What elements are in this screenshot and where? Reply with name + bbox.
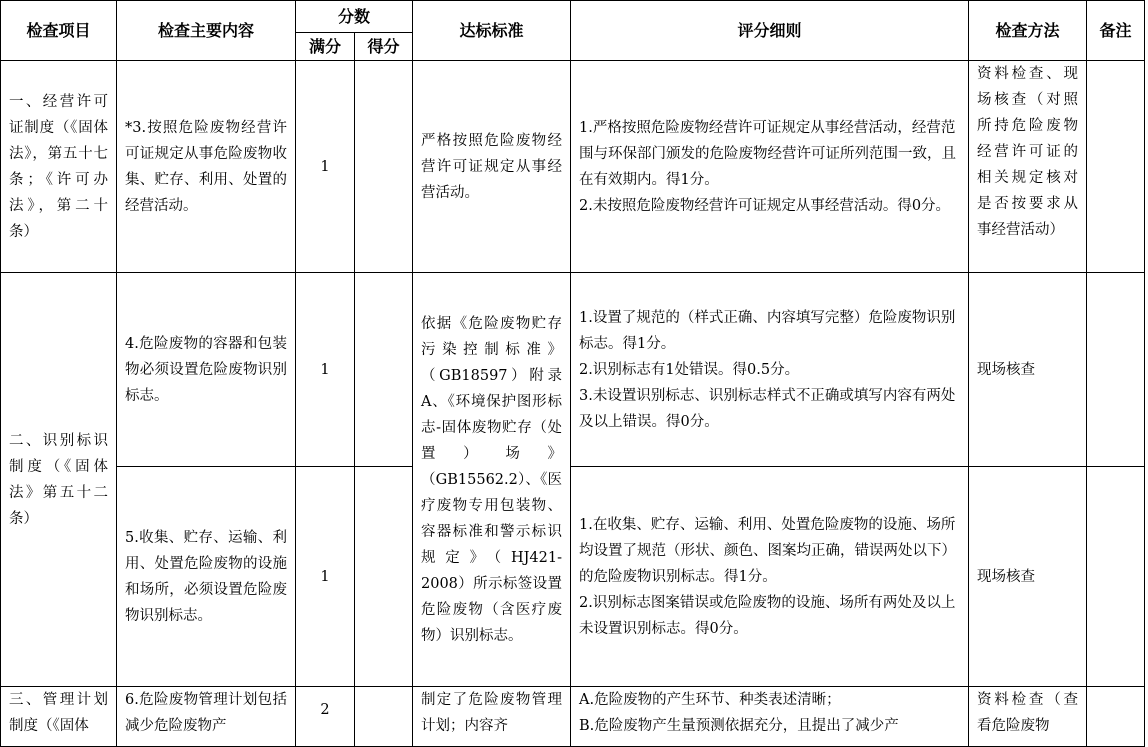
row2b-detail-2: 2.识别标志图案错误或危险废物的设施、场所有两处及以上未设置识别标志。得0分。 — [579, 594, 956, 637]
row2a-detail — [571, 273, 969, 467]
row1-note — [1087, 61, 1145, 273]
row3-note — [1087, 687, 1145, 747]
row1-detail-1: 1.严格按照危险废物经营许可证规定从事经营活动，经营范围与环保部门颁发的危险废物经营许可证所列范围一致，且在有效期内。得1分。 — [579, 119, 956, 188]
row2a-content: 4.危险废物的容器和包装物必须设置危险废物识别标志。 — [117, 273, 296, 467]
row2a-got-score — [355, 273, 413, 467]
row2b-detail-1: 1.在收集、贮存、运输、利用、处置危险废物的设施、场所均设置了规范（形状、颜色、图案均正确，错误两处以下）的危险废物识别标志。得1分。 — [579, 516, 956, 585]
row3-detail — [571, 687, 969, 747]
row1-content: *3.按照危险废物经营许可证规定从事危险废物收集、贮存、利用、处置的经营活动。 — [117, 61, 296, 273]
header-item: 检查项目 — [1, 1, 117, 61]
row3-detail-2: B.危险废物产生量预测依据充分，且提出了减少产 — [579, 718, 899, 734]
row2-standard: 依据《危险废物贮存污染控制标准》（GB18597）附录A、《环境保护图形标志-固体废物贮存（处置）场》（GB15562.2）、《医疗废物专用包装物、容器标准和警示标识规定》（HJ421-2008）所示标签设置危险废物（含医疗废物）识别标志。 — [413, 273, 571, 687]
row3-item: 三、管理计划制度（《固体 — [1, 687, 117, 747]
table-row — [1, 687, 1145, 747]
header-standard: 达标标准 — [413, 1, 571, 61]
row2-item: 二、识别标识制度（《固体法》第五十二条） — [1, 273, 117, 687]
row2b-note — [1087, 467, 1145, 687]
row2a-detail-1: 1.设置了规范的（样式正确、内容填写完整）危险废物识别标志。得1分。 — [579, 309, 956, 352]
header-full-score: 满分 — [296, 33, 355, 61]
table-row — [1, 273, 1145, 467]
row2b-content: 5.收集、贮存、运输、利用、处置危险废物的设施和场所，必须设置危险废物识别标志。 — [117, 467, 296, 687]
header-detail: 评分细则 — [571, 1, 969, 61]
row2a-full-score: 1 — [296, 273, 355, 467]
table-row — [1, 61, 1145, 273]
row3-detail-1: A.危险废物的产生环节、种类表述清晰； — [579, 692, 841, 708]
header-score: 分数 — [296, 1, 413, 33]
row2b-method: 现场核查 — [969, 467, 1087, 687]
header-content: 检查主要内容 — [117, 1, 296, 61]
row3-got-score — [355, 687, 413, 747]
row2a-note — [1087, 273, 1145, 467]
row1-standard: 严格按照危险废物经营许可证规定从事经营活动。 — [413, 61, 571, 273]
row3-content: 6.危险废物管理计划包括减少危险废物产 — [117, 687, 296, 747]
header-note: 备注 — [1087, 1, 1145, 61]
row3-full-score: 2 — [296, 687, 355, 747]
row1-got-score — [355, 61, 413, 273]
row3-standard: 制定了危险废物管理计划；内容齐 — [413, 687, 571, 747]
row1-full-score: 1 — [296, 61, 355, 273]
row1-method: 资料检查、现场核查（对照所持危险废物经营许可证的相关规定核对是否按要求从事经营活动） — [969, 61, 1087, 273]
row2b-got-score — [355, 467, 413, 687]
row2a-method: 现场核查 — [969, 273, 1087, 467]
row1-detail — [571, 61, 969, 273]
header-method: 检查方法 — [969, 1, 1087, 61]
row1-detail-2: 2.未按照危险废物经营许可证规定从事经营活动。得0分。 — [579, 197, 951, 214]
row1-item: 一、经营许可证制度（《固体法》，第五十七条；《许可办法》，第二十条） — [1, 61, 117, 273]
row2a-detail-2: 2.识别标志有1处错误。得0.5分。 — [579, 361, 800, 378]
row2b-full-score: 1 — [296, 467, 355, 687]
row3-method: 资料检查（查看危险废物 — [969, 687, 1087, 747]
row2a-detail-3: 3.未设置识别标志、识别标志样式不正确或填写内容有两处及以上错误。得0分。 — [579, 387, 956, 430]
table-row — [1, 467, 1145, 687]
row2b-detail — [571, 467, 969, 687]
header-got-score: 得分 — [355, 33, 413, 61]
